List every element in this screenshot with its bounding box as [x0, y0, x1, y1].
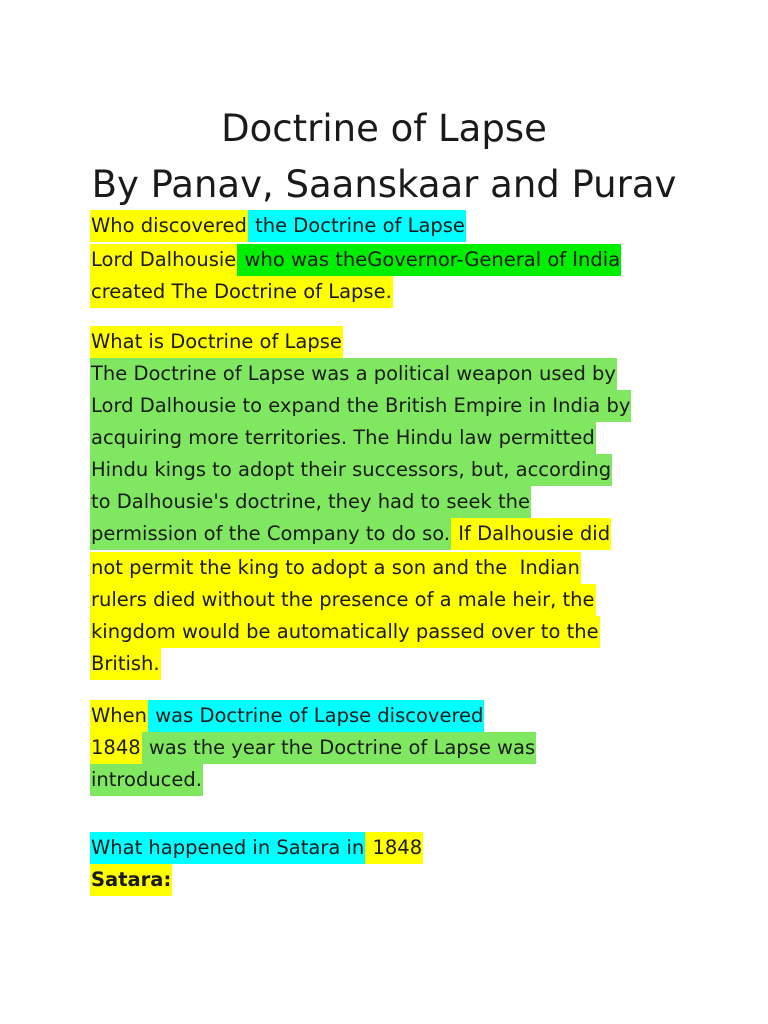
q2-answer-line [90, 358, 617, 390]
q3-question [90, 700, 484, 732]
q2-answer-line [90, 518, 611, 550]
q2-answer-text-highlight: rulers died without the presence of a male heir, the [90, 584, 596, 616]
q1-question-part-b: the Doctrine of Lapse [248, 210, 466, 242]
q1-answer-part-b: who was theGovernor-General of India [237, 244, 621, 276]
q3-answer-part-c: introduced. [90, 764, 203, 796]
q4-question-part-a: What happened in Satara in [90, 832, 365, 864]
q2-answer-line [90, 648, 161, 680]
q2-answer-line [90, 616, 600, 648]
q2-answer-text: permission of the Company to do so. [90, 518, 451, 550]
q2-answer-line [90, 486, 531, 518]
q2-answer-text: to Dalhousie's doctrine, they had to seek the [90, 486, 531, 518]
q4-sub-heading [90, 864, 172, 896]
q2-answer-text-highlight: British. [90, 648, 161, 680]
q2-answer-text: Hindu kings to adopt their successors, but, according [90, 454, 612, 486]
satara-heading: Satara: [90, 864, 172, 896]
q2-answer-text: The Doctrine of Lapse was a political weapon used by [90, 358, 617, 390]
q2-answer-text: Lord Dalhousie to expand the British Empire in India by [90, 390, 631, 422]
q4-question-part-b: 1848 [365, 832, 423, 864]
q1-answer-line-1 [90, 244, 621, 276]
q2-answer-text-highlight: kingdom would be automatically passed over to the [90, 616, 600, 648]
q2-answer-line [90, 390, 631, 422]
q2-answer-text-highlight: not permit the king to adopt a son and the Indian [90, 552, 581, 584]
q3-answer-line-1 [90, 732, 536, 764]
q2-question-text: What is Doctrine of Lapse [90, 326, 343, 358]
q3-answer-part-a: 1848 [90, 732, 142, 764]
q2-answer-text: acquiring more territories. The Hindu law permitted [90, 422, 596, 454]
q1-answer-line-2 [90, 276, 393, 308]
q1-answer-part-a: Lord Dalhousie [90, 244, 237, 276]
document-authors: By Panav, Saanskaar and Purav [91, 163, 677, 206]
q4-question [90, 832, 423, 864]
q3-question-part-a: When [90, 700, 148, 732]
q3-question-part-b: was Doctrine of Lapse discovered [148, 700, 484, 732]
q2-question [90, 326, 343, 358]
document-title: Doctrine of Lapse [221, 107, 547, 150]
q2-answer-text-highlight: If Dalhousie did [451, 518, 611, 550]
q2-answer-line [90, 422, 596, 454]
q2-answer-line [90, 584, 596, 616]
q3-answer-line-2 [90, 764, 203, 796]
q2-answer-line [90, 552, 581, 584]
q1-answer-part-c: created The Doctrine of Lapse. [90, 276, 393, 308]
q1-question [90, 210, 466, 242]
q1-question-part-a: Who discovered [90, 210, 248, 242]
q3-answer-part-b: was the year the Doctrine of Lapse was [142, 732, 536, 764]
q2-answer-line [90, 454, 612, 486]
